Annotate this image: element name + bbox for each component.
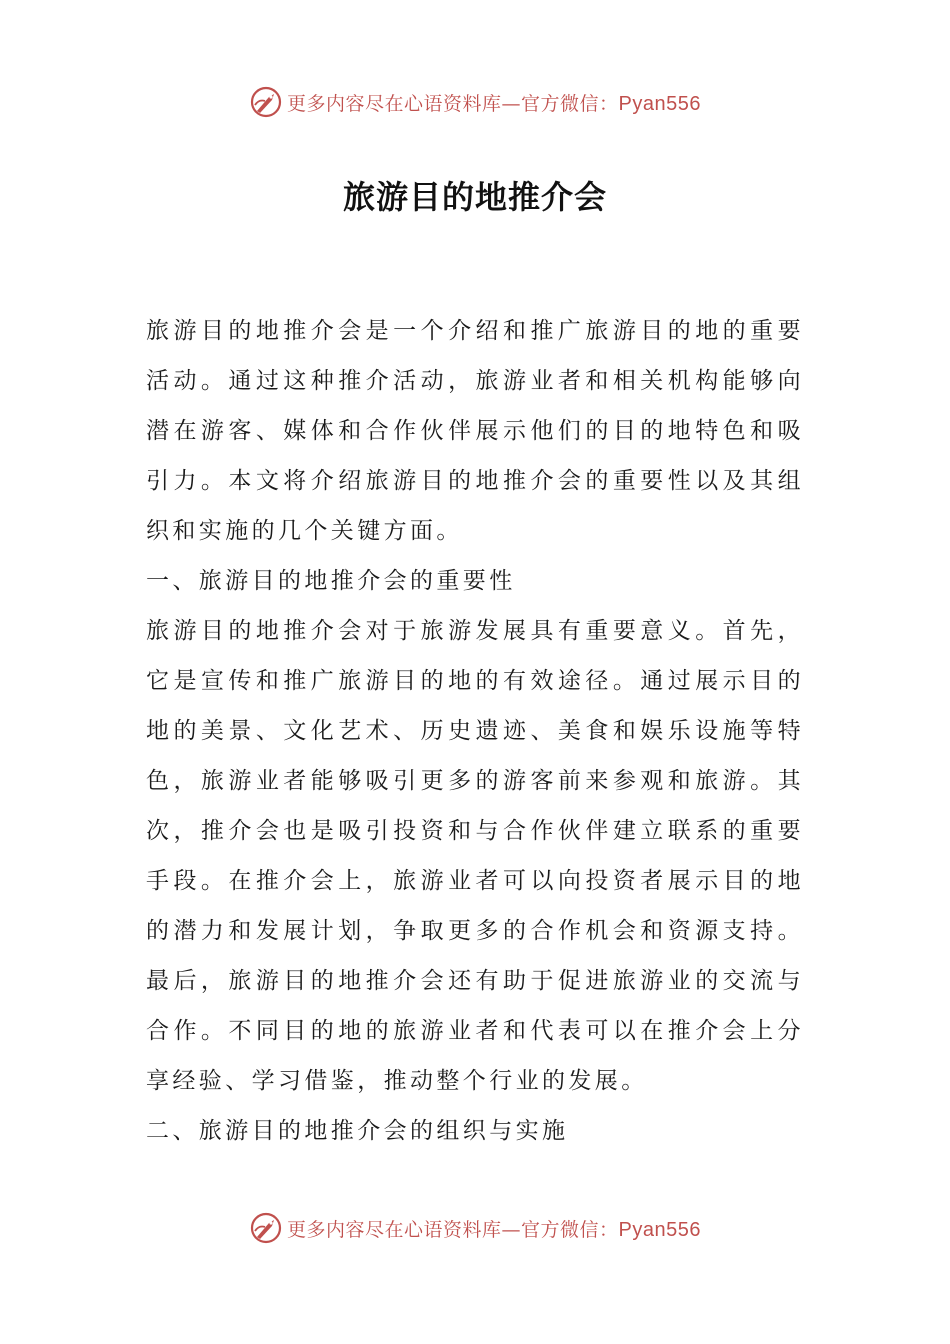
paragraph-importance: 旅游目的地推介会对于旅游发展具有重要意义。首先，它是宣传和推广旅游目的地的有效途径。通过展示目的地的美景、文化艺术、历史遗迹、美食和娱乐设施等特色，旅游业者能够吸引更多的游客前来参观和旅游。其次，推介会也是吸引投资和与合作伙伴建立联系的重要手段。在推介会上，旅游业者可以向投资者展示目的地的潜力和发展计划，争取更多的合作机会和资源支持。最后，旅游目的地推介会还有助于促进旅游业的交流与合作。不同目的地的旅游业者和代表可以在推介会上分享经验、学习借鉴，推动整个行业的发展。: [146, 618, 804, 1094]
watermark-header: [0, 82, 950, 122]
watermark-text: [287, 89, 701, 116]
section-heading-organization: 二、旅游目的地推介会的组织与实施: [146, 1118, 569, 1144]
pen-nib-icon: [249, 1211, 283, 1245]
document-title: 旅游目的地推介会: [342, 178, 607, 216]
paragraph-intro: 旅游目的地推介会是一个介绍和推广旅游目的地的重要活动。通过这种推介活动，旅游业者和相关机构能够向潜在游客、媒体和合作伙伴展示他们的目的地特色和吸引力。本文将介绍旅游目的地推介会的重要性以及其组织和实施的几个关键方面。: [146, 318, 804, 544]
pen-nib-icon: [249, 85, 283, 119]
watermark-footer: [0, 1208, 950, 1248]
watermark-slogan: 更多内容尽在心语资料库—官方微信：: [287, 92, 619, 115]
watermark-wechat-id: Pyan556: [618, 1218, 701, 1241]
watermark-text: [287, 1215, 701, 1242]
document-body: [146, 306, 804, 1156]
section-heading-importance: 一、旅游目的地推介会的重要性: [146, 568, 516, 594]
watermark-slogan: 更多内容尽在心语资料库—官方微信：: [287, 1218, 619, 1241]
watermark-wechat-id: Pyan556: [618, 92, 701, 115]
